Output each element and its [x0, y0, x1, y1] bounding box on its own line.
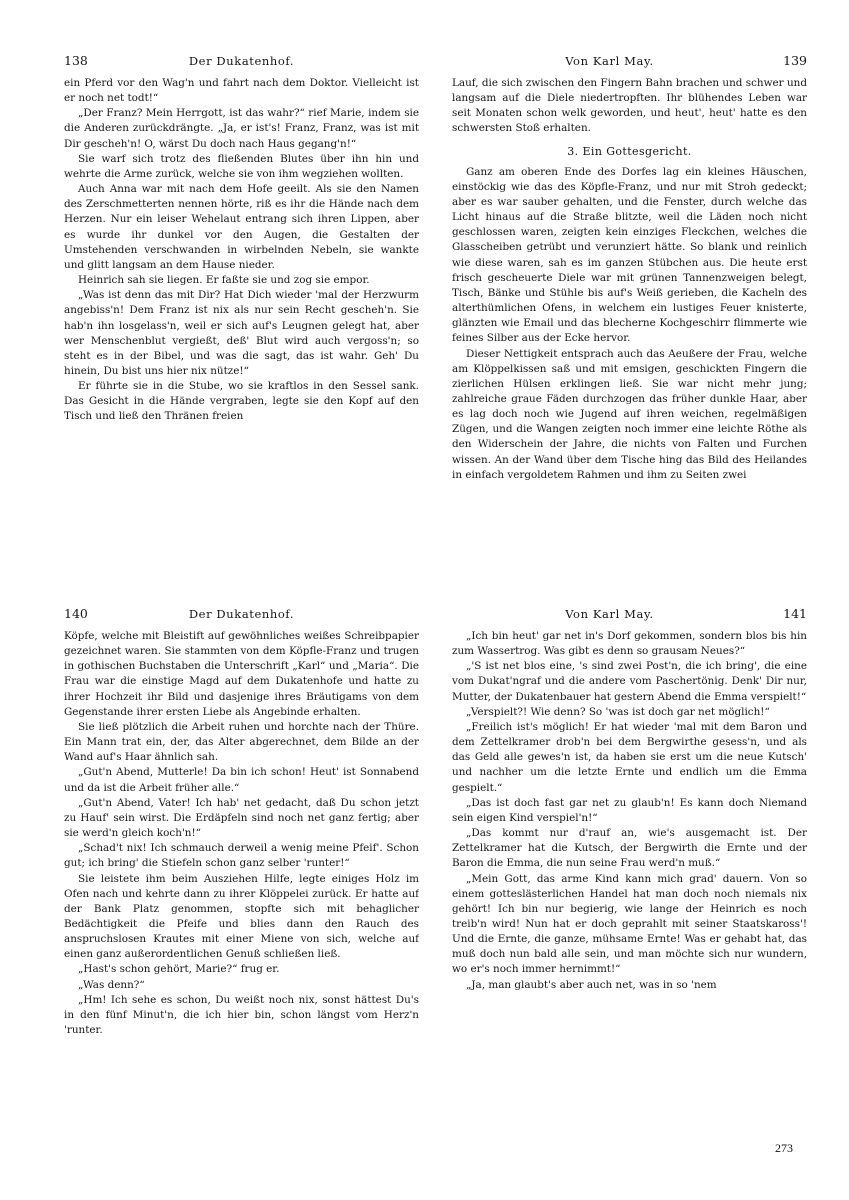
paragraph: „Freilich ist's möglich! Er hat wieder 'mal mit dem Baron und dem Zettelkramer drob'n bei dem Bergwirthe gesess'n, und als das Geld alle gewes'n ist, da haben sie erst um die neue Kutsch' und nachher um die letzte Ernte und endlich um die Emma gespielt.“	[452, 720, 807, 794]
page-header	[452, 603, 807, 625]
paragraph: „Der Franz? Mein Herrgott, ist das wahr?“ rief Marie, indem sie die Anderen zurückdrängte. „Ja, er ist's! Franz, Franz, was ist mit Dir gescheh'n! O, wärst Du doch nach Haus gegang'n!“	[64, 107, 419, 150]
paragraph: „Was denn?“	[78, 978, 145, 991]
paragraph: ein Pferd vor den Wag'n und fahrt nach dem Doktor. Vielleicht ist er noch net todt!“	[64, 77, 419, 105]
running-head: Der Dukatenhof.	[188, 54, 295, 68]
page-141	[452, 603, 807, 1143]
paragraph: „Hm! Ich sehe es schon, Du weißt noch nix, sonst hättest Du's in den fünf Minut'n, die ich hier bin, schon längst vom Herz'n 'runter.	[64, 993, 419, 1037]
page-138	[64, 50, 419, 585]
paragraph: Sie ließ plötzlich die Arbeit ruhen und horchte nach der Thüre. Ein Mann trat ein, der, das Alter abgerechnet, dem Bilde an der Wand auf's Haar ähnlich sah.	[64, 720, 419, 764]
running-head: Von Karl May.	[565, 607, 654, 621]
paragraph: Ganz am oberen Ende des Dorfes lag ein kleines Häuschen, einstöckig wie das des Köpfle-Franz, und nur mit Stroh gedeckt; aber es war sauber gehalten, und die Fenster, durch welche das Licht hinaus auf die Straße blitzte, weil die Läden noch nicht geschlossen waren, zeigten kein einziges Fleckchen, welches die Glasscheiben getrübt und verunziert hätte. So blank und reinlich wie diese waren, sah es im ganzen Stübchen aus. Die heute erst frisch gescheuerte Diele war mit grünen Tannenzweigen belegt, Tisch, Bänke und Stühle bis auf's Weiß gerieben, die Kacheln des alterthümlichen Ofens, in welchem ein lustiges Feuer knisterte, glänzten wie Email und das blecherne Kochgeschirr flimmerte wie feines Silber aus der Ecke hervor.	[452, 165, 807, 345]
body-text	[64, 629, 419, 1038]
paragraph: Sie leistete ihm beim Ausziehen Hilfe, legte einiges Holz im Ofen nach und kehrte dann zu ihrer Klöppelei zurück. Er hatte auf der Bank Platz genommen, stopfte sich mit behaglicher Bedächtigkeit die Pfeife und blies dann den Rauch des anspruchslosen Krautes mit einer Miene von sich, welche auf einen ganz außerordentlichen Genuß schließen ließ.	[64, 872, 419, 961]
paragraph: Lauf, die sich zwischen den Fingern Bahn brachen und schwer und langsam auf die Diele niedertropften. Ihr blühendes Leben war seit Monaten schon welk geworden, und heut', heut' hatte es den schwersten Stoß erhalten.	[452, 77, 807, 135]
paragraph: Heinrich sah sie liegen. Er faßte sie und zog sie empor.	[78, 274, 370, 287]
page-139	[452, 50, 807, 585]
page-number: 141	[783, 606, 807, 621]
paragraph: Er führte sie in die Stube, wo sie kraftlos in den Sessel sank. Das Gesicht in die Hände vergraben, legte sie den Kopf auf den Tisch und ließ den Thränen freien	[64, 380, 419, 423]
page-number: 139	[783, 53, 807, 68]
paragraph: „Gut'n Abend, Vater! Ich hab' net gedacht, daß Du schon jetzt zu Hauf' sein wirst. Die Erdäpfeln sind noch net ganz fertig; aber sie werd'n gleich koch'n!“	[64, 796, 419, 840]
paragraph: „Das ist doch fast gar net zu glaub'n! Es kann doch Niemand sein eigen Kind verspiel'n!“	[452, 796, 807, 824]
paragraph: „Das kommt nur d'rauf an, wie's ausgemacht ist. Der Zettelkramer hat die Kutsch, der Bergwirth die Ernte und der Baron die Emma, die nun seine Frau werd'n muß.“	[452, 827, 807, 870]
paragraph: „Mein Gott, das arme Kind kann mich grad' dauern. Von so einem gotteslästerlichen Handel hat man doch noch niemals nix gehört! Ich bin nur begierig, wie lange der Heinrich es noch treib'n wird! Nun hat er doch geprahlt mit seiner Staatskaross'! Und die Ernte, die ganze, mühsame Ernte! Was er gehabt hat, das muß doch nun bald alle sein, und man möchte sich nur wundern, wo er's noch immer hernimmt!“	[452, 872, 807, 976]
paragraph: Auch Anna war mit nach dem Hofe geeilt. Als sie den Namen des Zerschmetterten nennen hörte, riß es ihr die Hände nach dem Herzen. Nur ein leiser Wehelaut entrang sich ihren Lippen, aber es wurde ihr dunkel vor den Augen, die Gestalten der Umstehenden verschwanden in wirbelnden Nebeln, sie wankte und glitt langsam an dem Hause nieder.	[64, 183, 419, 271]
paragraph: Sie warf sich trotz des fließenden Blutes über ihn hin und wehrte die Arme zurück, welche sie von ihm wegziehen wollten.	[64, 152, 419, 180]
paragraph: „'S ist net blos eine, 's sind zwei Post'n, die ich bring', die eine vom Dukat'ngraf und die andere vom Paschertönig. Denk' Dir nur, Mutter, der Dukatenbauer hat gestern Abend die Emma verspielt!“	[452, 660, 807, 703]
body-text	[64, 76, 419, 425]
page-number: 138	[64, 53, 88, 68]
paragraph: „Schad't nix! Ich schmauch derweil a wenig meine Pfeif'. Schon gut; ich bring' die Stiefeln schon ganz selber 'runter!“	[64, 842, 419, 870]
paragraph: „Was ist denn das mit Dir? Hat Dich wieder 'mal der Herzwurm angebiss'n! Dem Franz ist nix als nur sein Recht gescheh'n. Sie hab'n ihn losgelass'n, weil er sich auf's Leugnen gelegt hat, aber wer Menschenblut vergießt, deß' Blut wird auch vergoss'n; so steht es in der Bibel, und was die sagt, das ist wahr. Geh' Du hinein, Du bist uns hier nix nütze!“	[64, 289, 419, 377]
paragraph: Dieser Nettigkeit entsprach auch das Aeußere der Frau, welche am Klöppelkissen saß und mit emsigen, geschickten Fingern die zierlichen Hülsen erklingen ließ. Sie war nicht mehr jung; zahlreiche graue Fäden durchzogen das früher dunkle Haar, aber es lag doch noch wie Jugend auf ihren weichen, regelmäßigen Zügen, und die Wangen zeigten noch immer eine leichte Röthe als den Widerschein der Jahre, die nichts von Falten und Furchen wissen. An der Wand über dem Tische hing das Bild des Heilandes in einfach vergoldetem Rahmen und ihm zu Seiten zwei	[452, 347, 807, 481]
page-number: 140	[64, 606, 88, 621]
page-header	[64, 603, 419, 625]
running-head: Der Dukatenhof.	[188, 607, 295, 621]
paragraph: „Ja, man glaubt's aber auch net, was in so 'nem	[466, 978, 717, 991]
page-140	[64, 603, 419, 1143]
paragraph: „Hast's schon gehört, Marie?“ frug er.	[78, 963, 280, 976]
paragraph: „Verspielt?! Wie denn? So 'was ist doch gar net möglich!“	[466, 705, 770, 718]
page-header	[452, 50, 807, 72]
paragraph: „Ich bin heut' gar net in's Dorf gekommen, sondern blos bis hin zum Wassertrog. Was gibt es denn so grausam Neues?“	[452, 630, 807, 658]
body-text	[452, 76, 807, 483]
body-text	[452, 629, 807, 993]
page-header	[64, 50, 419, 72]
sheet-page-number: 273	[775, 1141, 793, 1155]
section-heading: 3. Ein Gottesgericht.	[567, 144, 692, 158]
running-head: Von Karl May.	[565, 54, 654, 68]
paragraph: Köpfe, welche mit Bleistift auf gewöhnliches weißes Schreibpapier gezeichnet waren. Sie stammten von dem Köpfle-Franz und trugen in gothischen Buchstaben die Unterschrift „Karl“ und „Maria“. Die Frau war die einstige Magd auf dem Dukatenhofe und hatte zu ihrer Hochzeit ihr Bild und dasjenige ihres Bräutigams von dem Gegenstande ihrer ersten Liebe als Angebinde erhalten.	[64, 630, 419, 718]
paragraph: „Gut'n Abend, Mutterle! Da bin ich schon! Heut' ist Sonnabend und da ist die Arbeit früher alle.“	[64, 766, 419, 794]
